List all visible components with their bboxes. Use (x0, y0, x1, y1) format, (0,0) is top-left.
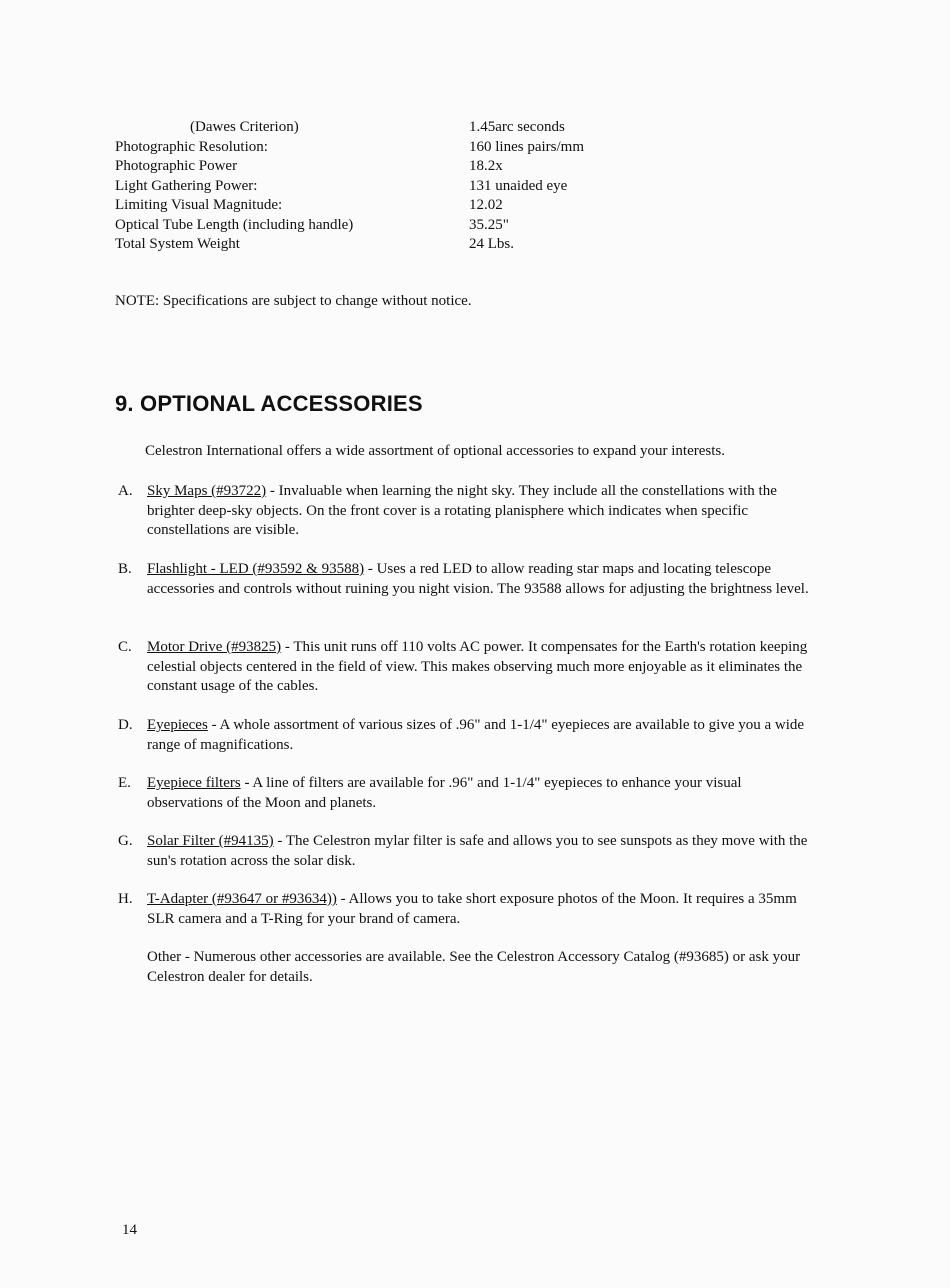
accessory-description: - A whole assortment of various sizes of .96" and 1-1/4" eyepieces are available to give you a wide range of magnifications. (147, 717, 805, 753)
spec-label: Photographic Power (115, 158, 238, 174)
spec-label: Light Gathering Power: (115, 177, 258, 194)
accessory-item-flashlight (118, 560, 818, 599)
item-letter: D. (118, 717, 133, 733)
item-body (147, 716, 811, 755)
accessory-name: Flashlight - LED (#93592 & 93588) (147, 561, 365, 577)
item-body (147, 482, 811, 541)
spec-value: 18.2x (469, 158, 503, 174)
spec-label: (Dawes Criterion) (190, 119, 299, 135)
accessory-name: Eyepieces (147, 717, 208, 733)
page-number: 14 (122, 1222, 137, 1238)
accessory-name: Motor Drive (#93825) (147, 639, 282, 655)
other-accessories-note: Other - Numerous other accessories are available. See the Celestron Accessory Catalog (#93685) or ask your Celestron dealer for details. (147, 949, 801, 985)
item-letter: E. (118, 775, 131, 791)
section-title: 9. OPTIONAL ACCESSORIES (115, 391, 423, 416)
accessory-description: - Allows you to take short exposure photos of the Moon. It requires a 35mm SLR camera and a T-Ring for your brand of camera. (147, 891, 797, 927)
specifications-note: NOTE: Specifications are subject to change without notice. (115, 293, 472, 309)
accessory-item-eyepieces (118, 716, 818, 755)
item-body (147, 774, 811, 813)
spec-label: Photographic Resolution: (115, 138, 268, 155)
accessory-name: Sky Maps (#93722) (147, 483, 267, 499)
spec-row (115, 138, 715, 158)
accessory-description: - A line of filters are available for .96" and 1-1/4" eyepieces to enhance your visual observations of the Moon and planets. (147, 775, 742, 811)
item-letter: A. (118, 483, 133, 499)
accessory-item-sky-maps (118, 482, 818, 541)
spec-row (115, 157, 715, 177)
spec-label: Total System Weight (115, 236, 240, 252)
spec-row (115, 177, 715, 197)
accessory-description: - Uses a red LED to allow reading star maps and locating telescope accessories and controls without ruining you night vision. The 93588 allows for adjusting the brightness level. (147, 561, 809, 597)
item-letter: H. (118, 891, 133, 907)
spec-label: Limiting Visual Magnitude: (115, 197, 283, 213)
spec-value: 35.25" (469, 216, 509, 233)
accessory-item-solar-filter (118, 832, 818, 871)
spec-value: 131 unaided eye (469, 177, 568, 194)
accessory-description: - The Celestron mylar filter is safe and allows you to see sunspots as they move with the sun's rotation across the solar disk. (147, 833, 808, 869)
spec-value: 1.45arc seconds (469, 119, 565, 135)
spec-row (115, 216, 715, 236)
accessory-item-t-adapter (118, 890, 818, 929)
accessory-description: - This unit runs off 110 volts AC power. It compensates for the Earth's rotation keeping celestial objects centered in the field of view. This makes observing much more enjoyable as it eliminates the constant usage of the cables. (147, 639, 808, 694)
item-body (147, 832, 811, 871)
accessory-name: T-Adapter (#93647 or #93634)) (147, 891, 337, 907)
accessory-name: Solar Filter (#94135) (147, 833, 274, 849)
accessory-description: - Invaluable when learning the night sky. They include all the constellations with the brighter deep-sky objects. On the front cover is a rotating planisphere which indicates when specific constellations are visible. (147, 483, 777, 538)
item-body (147, 638, 811, 697)
spec-value: 12.02 (469, 197, 503, 213)
spec-value: 160 lines pairs/mm (469, 138, 584, 155)
item-body (147, 890, 811, 929)
accessory-item-eyepiece-filters (118, 774, 818, 813)
item-body (147, 560, 811, 599)
accessory-name: Eyepiece filters (147, 775, 241, 791)
item-letter: G. (118, 833, 133, 849)
section-intro: Celestron International offers a wide assortment of optional accessories to expand your interests. (145, 443, 725, 459)
accessory-item-motor-drive (118, 638, 818, 697)
spec-row (115, 235, 715, 255)
specifications-table (115, 118, 715, 255)
spec-row (115, 118, 715, 138)
spec-row (115, 196, 715, 216)
spec-value: 24 Lbs. (469, 236, 514, 252)
item-letter: B. (118, 561, 132, 577)
spec-label: Optical Tube Length (including handle) (115, 216, 354, 233)
item-letter: C. (118, 639, 132, 655)
